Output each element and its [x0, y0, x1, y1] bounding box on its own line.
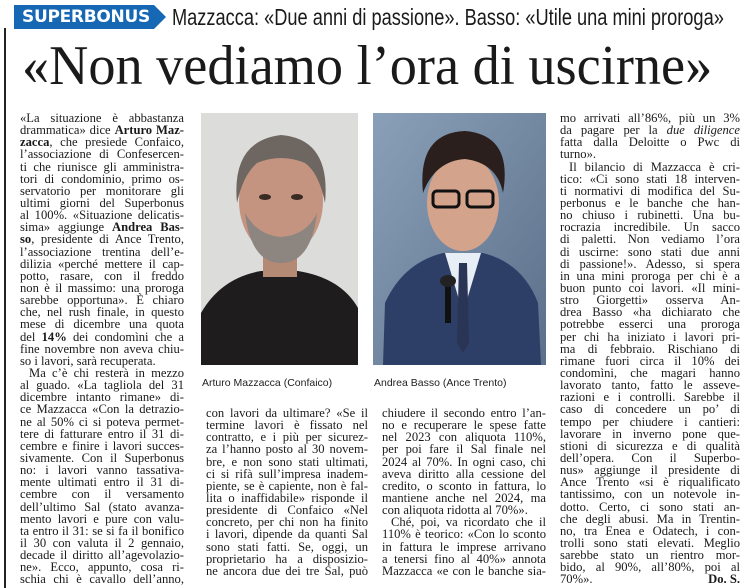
- text-line-content: [20, 233, 184, 245]
- text-line: [20, 501, 184, 513]
- text-line-content: fatta dalla Deloitte o Pwc di: [560, 135, 740, 150]
- text-line-content: dell’opera. Con il Superbo-: [560, 450, 740, 465]
- text-line-content: sarebbe opportuna». È chiaro: [20, 293, 184, 308]
- text-line-content: cembre con il versamento: [20, 487, 184, 502]
- text-line: [560, 258, 740, 270]
- text-run: sima» aggiunge: [20, 220, 112, 235]
- text-line: [560, 488, 740, 500]
- text-line-content: mente ultimati entro il 31 di-: [20, 475, 184, 490]
- portrait-image: [201, 113, 358, 365]
- text-run: da pagare per la: [560, 123, 667, 138]
- text-line-content: ti che riunisce gli amministra-: [20, 159, 184, 174]
- text-line-content: caso di concedere un po’ di: [560, 402, 740, 417]
- text-line: [560, 428, 740, 440]
- text-line: [560, 246, 740, 258]
- text-line-content: ne». Ecco, appunto, cosa ri-: [20, 560, 184, 575]
- text-line: [206, 528, 368, 540]
- text-line-content: in fattura le imprese arrivano: [382, 539, 546, 554]
- text-line: [206, 541, 368, 553]
- text-line-content: dell’ultimo Sal (stato avanza-: [20, 499, 184, 514]
- text-line: [560, 233, 740, 245]
- text-line: [560, 161, 740, 173]
- text-line-content: di paletti. Non vediamo l’ora: [560, 232, 740, 247]
- text-line-content: a tenersi fino al 40%» annota: [382, 551, 546, 566]
- text-line-content: ne al 50% ci si poteva permet-: [20, 414, 184, 429]
- text-line: [560, 318, 740, 330]
- text-line-content: buon punto coi lavori. «Il mini-: [560, 280, 740, 295]
- text-run: , che presiede Confaico,: [49, 135, 184, 150]
- text-line-content: al 100%. «Situazione delicatis-: [20, 208, 184, 223]
- text-line-content: 2024 al 70%. In ogni caso, chi: [382, 454, 546, 469]
- text-line-content: potrebbe esserci una proroga: [560, 317, 740, 332]
- text-line-content: al guado. «La tagliola del 31: [20, 378, 184, 393]
- text-line-content: no, tra Enea e Odatech, i con-: [560, 523, 740, 538]
- text-line-content: servatorio per monitorare gli: [20, 183, 184, 198]
- article-column-3: [382, 407, 546, 577]
- text-line: [20, 488, 184, 500]
- text-line-content: Ché, poi, va ricordato che il: [391, 515, 546, 530]
- text-line-content: credito, o sconto in fattura, lo: [382, 478, 546, 493]
- text-line-content: no chiuso i rubinetti. Una bu-: [560, 208, 740, 223]
- text-line-content: l’associazione di Confesercen-: [20, 147, 184, 162]
- text-line-content: chiudere il secondo entro l’an-: [382, 406, 546, 420]
- text-line: [382, 553, 546, 565]
- headline: «Non vediamo l’ora di uscirne»: [22, 35, 713, 97]
- text-line-content: l’associazione trentina dell’e-: [20, 244, 184, 259]
- text-line-content: che degli abusi. Ma in Trentin-: [560, 511, 740, 526]
- text-line: [382, 541, 546, 553]
- text-line-content: cembre e finire i lavori succes-: [20, 438, 184, 453]
- photo-caption: Andrea Basso (Ance Trento): [374, 377, 507, 389]
- bold-name: so: [20, 232, 32, 247]
- text-run: , presidente di Ance Trento,: [31, 232, 184, 247]
- text-line: [560, 331, 740, 343]
- text-line-content: fine novembre non aveva chiu-: [20, 341, 184, 356]
- text-line-content: dicembre intanto rimane» di-: [20, 390, 184, 405]
- bold-name: Andrea Bas-: [111, 220, 184, 235]
- text-line-content: nus» aggiunge il presidente di: [560, 463, 740, 478]
- text-line: [20, 258, 184, 270]
- article-column-2: [206, 407, 368, 577]
- text-line: [20, 343, 184, 355]
- text-line-content: no e recuperare le spese fatte: [382, 418, 546, 433]
- portrait-image: [373, 113, 546, 365]
- text-line-content: perbonus e le banche che han-: [560, 195, 740, 210]
- photo-andrea-basso: [373, 113, 546, 365]
- text-line-content: aveva diritto alla cessione del: [382, 466, 546, 481]
- text-line-content: ti normativi di modifica del Su-: [560, 183, 740, 198]
- text-line-content: bido, al 90%, all’80%, poi al: [560, 560, 740, 575]
- text-line-content: che, nel rush finale, in questo: [20, 305, 184, 320]
- section-tag: SUPERBONUS: [14, 5, 154, 29]
- text-line-content: sarebbe stato un rientro mor-: [560, 548, 740, 563]
- text-line-content: stro Giorgetti» osserva An-: [560, 293, 740, 308]
- text-line-content: [20, 331, 184, 343]
- text-line: [206, 565, 368, 577]
- text-line-content: schia chi è cavallo dell’anno,: [20, 572, 184, 587]
- text-line: [560, 416, 740, 428]
- bold-name: 14%: [41, 329, 67, 344]
- text-line-content: Ance Trento «si è riqualificato: [560, 475, 740, 490]
- text-line: [560, 403, 740, 415]
- text-line-content: trolli sono stati elevati. Meglio: [560, 535, 740, 550]
- text-line: [382, 528, 546, 540]
- text-line-content: decade il diritto all’agevolazio-: [20, 548, 184, 563]
- text-line-content: non è il massimo: una proroga: [20, 280, 184, 295]
- text-line-content: drea Basso «ha dichiarato che: [560, 305, 740, 320]
- text-line-content: rimane fuori circa il 10% dei: [560, 353, 740, 368]
- text-line-content: turno».: [560, 147, 597, 162]
- text-line: [382, 443, 546, 455]
- text-run: dei condomìni che a: [66, 329, 184, 344]
- text-line-content: razioni e i controlli. Sarebbe il: [560, 390, 740, 405]
- text-line-content: di passione!». Adesso, si spera: [560, 256, 740, 271]
- text-line-content: il 30 con valuta il 2 gennaio,: [20, 535, 184, 550]
- text-line-content: tori di condominio, primo os-: [20, 171, 184, 186]
- text-line-content: presidente di Confaico «Nel: [206, 503, 368, 518]
- photo-caption: Arturo Mazzacca (Confaico): [202, 377, 333, 389]
- text-line-content: Mazzacca «e con le banche sia-: [382, 563, 546, 578]
- text-line-content: mantiene anche nel 2024, ma: [382, 490, 546, 505]
- text-line-content: per poi fare il Sal finale nel: [382, 442, 546, 457]
- text-line-content: ma di febbraio. Rischiano di: [560, 341, 740, 356]
- text-line-content: proprietario ha a disposizio-: [206, 551, 368, 566]
- text-line-content: mento lavori e pure con valu-: [20, 511, 184, 526]
- text-line-content: tantissimo, con un notevole in-: [560, 487, 740, 502]
- text-line-content: Ma c’è chi resterà in mezzo: [29, 365, 184, 380]
- text-run: drammatica» dice: [20, 123, 115, 138]
- text-line-content: lavorare in inverno pone que-: [560, 426, 740, 441]
- text-line-content: Il bilancio di Mazzacca è cri-: [569, 159, 740, 174]
- author-signature: Do. S.: [708, 572, 740, 587]
- text-line-content: mese di dicembre una quota: [20, 317, 184, 332]
- text-line-content: «La situazione è abbastanza: [20, 111, 184, 125]
- text-run: del: [20, 329, 42, 344]
- text-line-content: tico: «Ci sono stati 18 interven-: [560, 171, 740, 186]
- text-line-content: tere di fatturare entro il 31 di-: [20, 426, 184, 441]
- text-line-content: tempo per chiudere i cantieri:: [560, 414, 740, 429]
- text-line-content: nel 2023 con aliquota 110%,: [382, 430, 546, 445]
- text-line-content: per chi ha iniziato i lavori pri-: [560, 329, 740, 344]
- text-line-content: ce Mazzacca «Con la detrazio-: [20, 402, 184, 417]
- text-line: [20, 513, 184, 525]
- text-line-content: ci si rifà sull’impresa inadem-: [206, 466, 368, 481]
- text-line-content: sono stati fatti. Se, oggi, un: [206, 539, 368, 554]
- text-line-content: 110% è teorico: «Con lo sconto: [382, 527, 546, 542]
- bold-name: Arturo Maz-: [114, 123, 184, 138]
- text-line-content: di uscirne: sono stati due anni: [560, 244, 740, 259]
- text-line: [20, 233, 184, 245]
- kicker-subheadline: Mazzacca: «Due anni di passione». Basso: «Utile una mini proroga»: [172, 4, 724, 30]
- text-line-content: in una mini proroga per chi è a: [560, 268, 740, 283]
- text-line: [20, 148, 184, 160]
- text-line-content: piente, se è capiente, non è fal-: [206, 478, 368, 493]
- text-line: [560, 501, 740, 513]
- text-line: [206, 456, 368, 468]
- text-line-content: i lavori, dipende da quanti Sal: [206, 527, 368, 542]
- text-line-content: sivamente. Con il Superbonus: [20, 450, 184, 465]
- text-line: [560, 343, 740, 355]
- article-column-4: [560, 112, 740, 585]
- bold-name: zacca: [20, 135, 50, 150]
- text-line: [560, 148, 740, 160]
- text-line-content: lavorato tanto, fatto le asseve-: [560, 378, 740, 393]
- text-line-content: za l’hanno posto al 30 novem-: [206, 442, 368, 457]
- text-line: [20, 428, 184, 440]
- article-column-1: [20, 112, 184, 585]
- text-line: [206, 553, 368, 565]
- text-line-content: con lavori da ultimare? «Se il: [206, 406, 368, 420]
- text-line-content: concreto, per chi non ha finito: [206, 515, 368, 530]
- text-line-content: ne ancora due dei tre Sal, può: [206, 563, 368, 578]
- text-line: [20, 246, 184, 258]
- text-line: [20, 416, 184, 428]
- text-line-content: 70%».: [560, 572, 593, 587]
- text-line-content: dilizia «perché mettere il cap-: [20, 256, 184, 271]
- text-line-content: dotto. Certo, ci sono stati an-: [560, 499, 740, 514]
- text-line-content: bre, e non sono stati ultimati,: [206, 454, 368, 469]
- italic-term: due diligence: [666, 123, 740, 138]
- text-line: [20, 161, 184, 173]
- text-line-content: so i lavori, sarà recuperata.: [20, 353, 156, 368]
- text-line: [206, 443, 368, 455]
- text-line-content: condomìni, che magari hanno: [560, 365, 740, 380]
- text-line-content: no: i lavori vanno tassativa-: [20, 463, 184, 478]
- text-line-content: con aliquota ridotta al 70%».: [382, 503, 528, 518]
- text-line-content: stioni di sicurezza e di qualità: [560, 438, 740, 453]
- text-line: [20, 403, 184, 415]
- text-line-content: ta entro il 31: se si fa il bonifico: [20, 523, 184, 538]
- text-line: [20, 331, 184, 343]
- text-line-content: lita o inaffidabile» risponde il: [206, 490, 368, 505]
- text-line: [382, 456, 546, 468]
- photo-arturo-mazzacca: [201, 113, 358, 365]
- text-line-content: potto, rasare, con il freddo: [20, 268, 184, 283]
- text-line: [382, 565, 546, 577]
- text-line-content: contratto, e i più per sicurez-: [206, 430, 368, 445]
- left-border-rule: [4, 28, 6, 588]
- text-line: [560, 513, 740, 525]
- text-line-content: mo arrivati all’86%, più un 3%: [560, 111, 740, 125]
- text-line-content: ultimi giorni del Superbonus: [20, 195, 184, 210]
- text-line-content: rocrazia incredibile. Un sacco: [560, 220, 740, 235]
- text-line-content: termine lavori è fissato nel: [206, 418, 368, 433]
